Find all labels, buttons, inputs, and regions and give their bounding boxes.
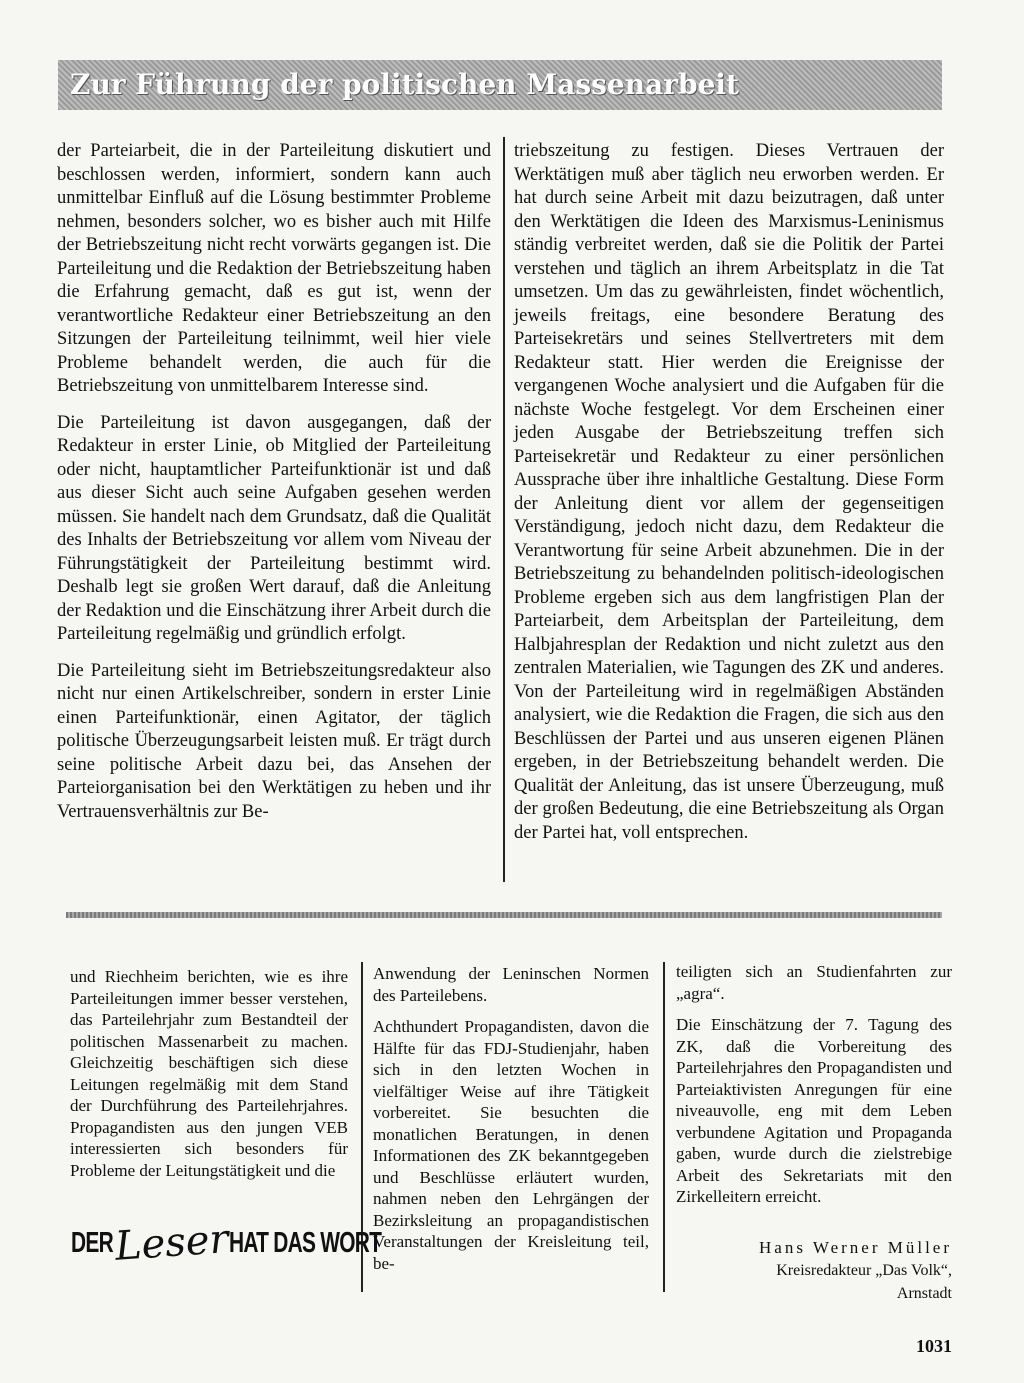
page-number: 1031 bbox=[916, 1336, 952, 1356]
der-leser-hat-das-wort-logo bbox=[71, 1215, 381, 1271]
paragraph: Anwendung der Leninschen Normen des Parteilebens. bbox=[373, 964, 649, 1005]
logo-text-leser: Leser bbox=[113, 1216, 231, 1270]
article-column-right bbox=[514, 140, 944, 858]
author-place: Arnstadt bbox=[896, 1285, 952, 1302]
letter-column-2 bbox=[373, 963, 649, 1284]
paragraph: Die Parteileitung ist davon ausgegangen, daß der Redakteur in erster Linie, ob Mitglied der Parteileitung oder nicht, hauptamtlicher Parteifunktionär ist und daß aus dieser Sicht auch seine Aufgaben gesehen werden müssen. Sie handelt nach dem Grundsatz, daß die Qualität des Inhalts der Betriebszeitung vor allem vom Niveau der Führungstätigkeit der Parteileitung bestimmt wird. Deshalb legt sie großen Wert darauf, daß die Anleitung der Redaktion und die Einschätzung ihrer Arbeit durch die Parteileitung regelmäßig und gründlich erfolgt. bbox=[57, 412, 491, 644]
section-separator bbox=[66, 912, 942, 918]
section-title: Zur Führung der politischen Massenarbeit bbox=[70, 68, 739, 101]
author-name: Hans Werner Müller bbox=[759, 1238, 952, 1257]
paragraph: Die Parteileitung sieht im Betriebszeitungsredakteur also nicht nur einen Artikelschreiber, sondern in erster Linie einen Parteifunktionär, einen Agitator, der täglich politische Überzeugungsarbeit leisten muß. Er trägt durch seine politische Arbeit dazu bei, das Ansehen der Parteiorganisation bei den Werktätigen zu heben und ihr Vertrauensverhältnis zur Be- bbox=[57, 660, 491, 822]
logo-text-der: DER bbox=[71, 1226, 113, 1259]
section-header-banner bbox=[58, 60, 942, 110]
logo-text-hat-das-wort: HAT DAS WORT bbox=[228, 1226, 381, 1259]
paragraph: Achthundert Propagandisten, davon die Hälfte für das FDJ-Studienjahr, haben sich in den letzten Wochen in vielfältiger Weise auf ihre Tätigkeit vorbereitet. Sie besuchten die monatlichen Beratungen, in denen Informationen des ZK bekanntgegeben und Beschlüsse erläutert wurden, nahmen neben den Lehrgängen der Bezirksleitung an propagandistischen Veranstaltungen der Kreisleitung teil, be- bbox=[373, 1017, 649, 1273]
letter-column-3 bbox=[676, 961, 952, 1218]
paragraph: triebszeitung zu festigen. Dieses Vertrauen der Werktätigen muß aber täglich neu erworben werden. Er hat durch seine Arbeit mit dazu beizutragen, daß unter den Werktätigen die Ideen des Marxismus-Leninismus ständig verbreitet werden, daß sie die Politik der Partei verstehen und täglich an ihrem Arbeitsplatz in die Tat umsetzen. Um das zu gewährleisten, findet wöchentlich, jeweils freitags, eine besondere Beratung des Parteisekretärs und seines Stellvertreters mit dem Redakteur statt. Hier werden die Ereignisse der vergangenen Woche analysiert und die Aufgaben für die nächste Woche festgelegt. Vor dem Erscheinen einer jeden Ausgabe der Betriebszeitung treffen sich Parteisekretär und Redakteur zu einer persönlichen Aussprache über ihre inhaltliche Gestaltung. Diese Form der Anleitung dient vor allem der gegenseitigen Verständigung, jedoch nicht dazu, dem Redakteur die Verantwortung für seine Arbeit abzunehmen. Die in der Betriebszeitung zu behandelnden politisch-ideologischen Probleme ergeben sich aus dem langfristigen Plan der Parteiarbeit, dem Arbeitsplan der Parteileitung, dem Halbjahresplan der Redaktion und nicht zuletzt aus den zentralen Materialien, wie Tagungen des ZK und anderes. Von der Parteileitung wird in regelmäßigen Abständen analysiert, wie die Redaktion die Fragen, die sich aus den Beschlüssen der Partei und aus unseren eigenen Plänen ergeben, in der Betriebszeitung behandelt werden. Die Qualität der Anleitung, das ist unsere Überzeugung, muß der großen Bedeutung, die eine Betriebszeitung als Organ der Partei hat, voll entsprechen. bbox=[514, 141, 944, 843]
column-divider bbox=[503, 137, 505, 882]
letter-column-1 bbox=[70, 966, 348, 1191]
paragraph: und Riechheim berichten, wie es ihre Parteileitungen immer besser verstehen, das Parteilehrjahr zum Bestandteil der politischen Massenarbeit zu machen. Gleichzeitig beschäftigen sich diese Leitungen regelmäßig mit dem Stand der Durchführung des Parteilehrjahres. Propagandisten aus den jungen VEB interessierten sich besonders für Probleme der Leitungstätigkeit und die bbox=[70, 967, 348, 1180]
column-divider bbox=[663, 962, 665, 1292]
author-role: Kreisredakteur „Das Volk“, bbox=[776, 1262, 952, 1279]
paragraph: Die Einschätzung der 7. Tagung des ZK, daß die Vorbereitung des Parteilehrjahres den Propagandisten und Parteiaktivisten Anregungen für eine niveauvolle, eng mit dem Leben verbundene Agitation und Propaganda gaben, wurde durch die zielstrebige Arbeit des Sekretariats mit den Zirkelleitern erreicht. bbox=[676, 1015, 952, 1206]
paragraph: teiligten sich an Studienfahrten zur „agra“. bbox=[676, 962, 952, 1003]
article-column-left bbox=[57, 140, 491, 837]
paragraph: der Parteiarbeit, die in der Parteileitung diskutiert und beschlossen werden, informiert, sondern kann auch unmittelbar Einfluß auf die Lösung bestimmter Probleme nehmen, besonders solcher, wo es bisher auch mit Hilfe der Betriebszeitung nicht recht vorwärts gegangen ist. Die Parteileitung und die Redaktion der Betriebszeitung haben die Erfahrung gemacht, daß es gut ist, wenn der verantwortliche Redakteur einer Betriebszeitung an den Sitzungen der Parteileitung teilnimmt, weil hier viele Probleme behandelt werden, die auch für die Betriebszeitung von unmittelbarem Interesse sind. bbox=[57, 141, 491, 396]
